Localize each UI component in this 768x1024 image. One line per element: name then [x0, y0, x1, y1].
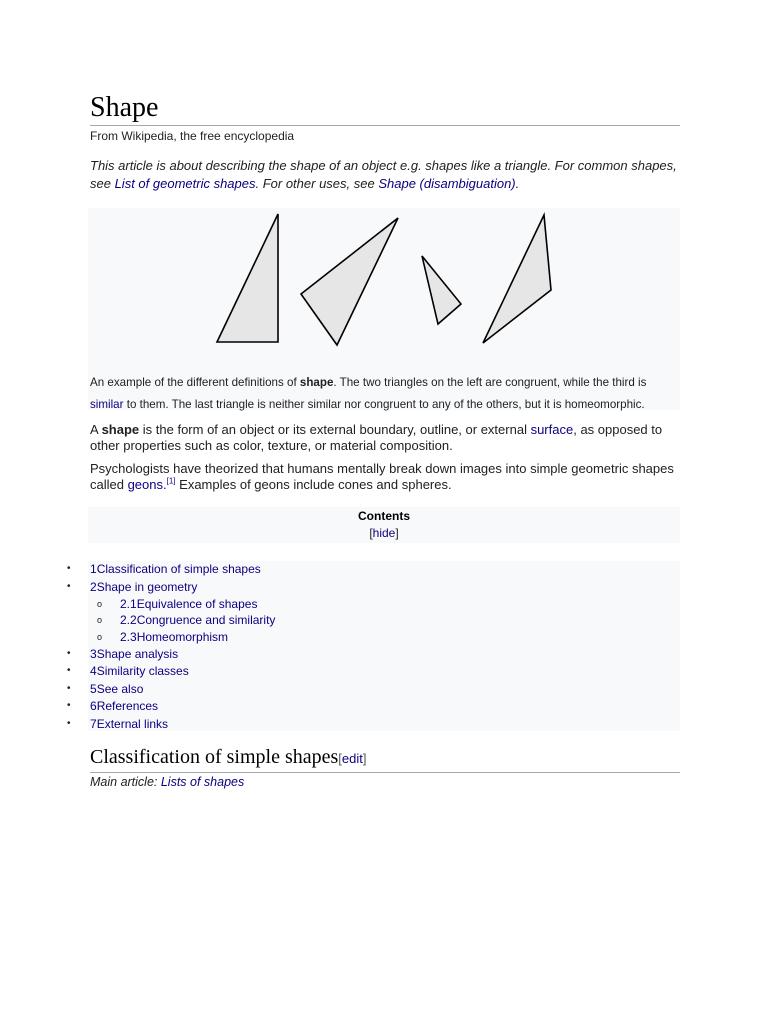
hatnote-text: This article is about describing the shape of an object e.g. shapes like a triangle. For common shapes, see	[90, 158, 677, 191]
toc-label: Shape analysis	[96, 647, 179, 661]
toc-bullet: o	[97, 599, 103, 609]
toc-title: Contents	[358, 509, 410, 523]
para-text: Examples of geons include cones and spheres.	[175, 477, 452, 492]
toc-toggle	[88, 524, 680, 542]
similar-link[interactable]: similar	[90, 398, 124, 411]
toc-number: 2.2	[120, 613, 137, 627]
toc-label: Shape in geometry	[96, 580, 198, 594]
geons-link[interactable]: geons	[127, 477, 163, 492]
toc-bullet: •	[67, 718, 71, 729]
main-article-note	[90, 775, 244, 789]
toc-number: 2.3	[120, 630, 137, 644]
shape-disambiguation-link[interactable]: Shape (disambiguation)	[378, 176, 516, 191]
triangles-figure	[88, 208, 680, 410]
toc-number: 2	[90, 580, 97, 594]
para-text: .	[163, 477, 167, 492]
toc-bullet: •	[67, 665, 71, 676]
toc-label: References	[96, 699, 159, 713]
toc-number: 4	[90, 664, 97, 678]
toc-label: See also	[96, 682, 144, 696]
edit-link[interactable]: edit	[341, 751, 363, 766]
toc-label: Homeomorphism	[136, 630, 229, 644]
para-text: is the form of an object or its external boundary, outline, or external	[139, 422, 531, 437]
toc-label: Equivalence of shapes	[136, 597, 258, 611]
caption-text: to them. The last triangle is neither similar nor congruent to any of the others, but it is homeomorphic.	[123, 398, 645, 411]
edit-bracket: [	[338, 751, 342, 766]
section-heading-text: Classification of simple shapes	[90, 746, 339, 768]
para-text: A	[90, 422, 102, 437]
edit-bracket: ]	[362, 751, 367, 766]
toc-number: 1	[90, 562, 97, 576]
toc-number: 2.1	[120, 597, 137, 611]
toc-number: 6	[90, 699, 97, 713]
triangle-2	[301, 218, 398, 345]
caption-text: . The two triangles on the left are congruent, while the third is	[333, 376, 647, 389]
toc-bullet: •	[67, 648, 71, 659]
toc-label: Classification of simple shapes	[96, 562, 261, 576]
toc-bracket: [	[369, 526, 373, 540]
toc-bracket: ]	[395, 526, 399, 540]
intro-paragraph-1	[90, 422, 680, 454]
toc-bullet: o	[97, 615, 103, 625]
toc-bullet: •	[67, 700, 71, 711]
hatnote-text: . For other uses, see	[255, 176, 379, 191]
para-text: , as opposed to other properties such as color, texture, or material composition.	[90, 422, 663, 453]
toc-number: 5	[90, 682, 97, 696]
list-of-geometric-shapes-link[interactable]: List of geometric shapes	[114, 176, 256, 191]
figure-caption	[90, 372, 678, 416]
section-heading-classification	[90, 744, 680, 773]
intro-paragraph-2	[90, 461, 680, 493]
triangles-illustration	[88, 208, 680, 368]
toc-label: Similarity classes	[96, 664, 189, 678]
lists-of-shapes-link[interactable]: Lists of shapes	[160, 775, 245, 789]
toc-bullet: o	[97, 632, 103, 642]
toc-label: Congruence and similarity	[136, 613, 276, 627]
toc-label: External links	[96, 717, 169, 731]
hatnote	[90, 157, 680, 193]
caption-text: An example of the different definitions of	[90, 376, 300, 389]
tagline: From Wikipedia, the free encyclopedia	[90, 129, 295, 143]
caption-bold: shape	[299, 376, 334, 389]
shape-bold: shape	[101, 422, 140, 437]
main-article-prefix: Main article:	[90, 775, 161, 789]
reference-1-link[interactable]: [1]	[166, 476, 176, 486]
toc-number: 7	[90, 717, 97, 731]
toc-bullet: •	[67, 581, 71, 592]
surface-link[interactable]: surface	[530, 422, 574, 437]
hatnote-text: .	[515, 176, 520, 191]
toc-bullet: •	[67, 563, 71, 574]
para-text: Psychologists have theorized that humans mentally break down images into simple geometric shapes called	[90, 461, 674, 492]
toc-list	[67, 561, 680, 731]
triangle-3	[422, 256, 461, 324]
edit-section	[338, 751, 366, 766]
toc-number: 3	[90, 647, 97, 661]
toc-hide-link[interactable]: hide	[372, 526, 396, 540]
triangle-1	[217, 214, 278, 342]
triangle-4	[483, 215, 551, 343]
page-title: Shape	[90, 92, 680, 126]
toc-header	[88, 507, 680, 543]
toc-bullet: •	[67, 683, 71, 694]
